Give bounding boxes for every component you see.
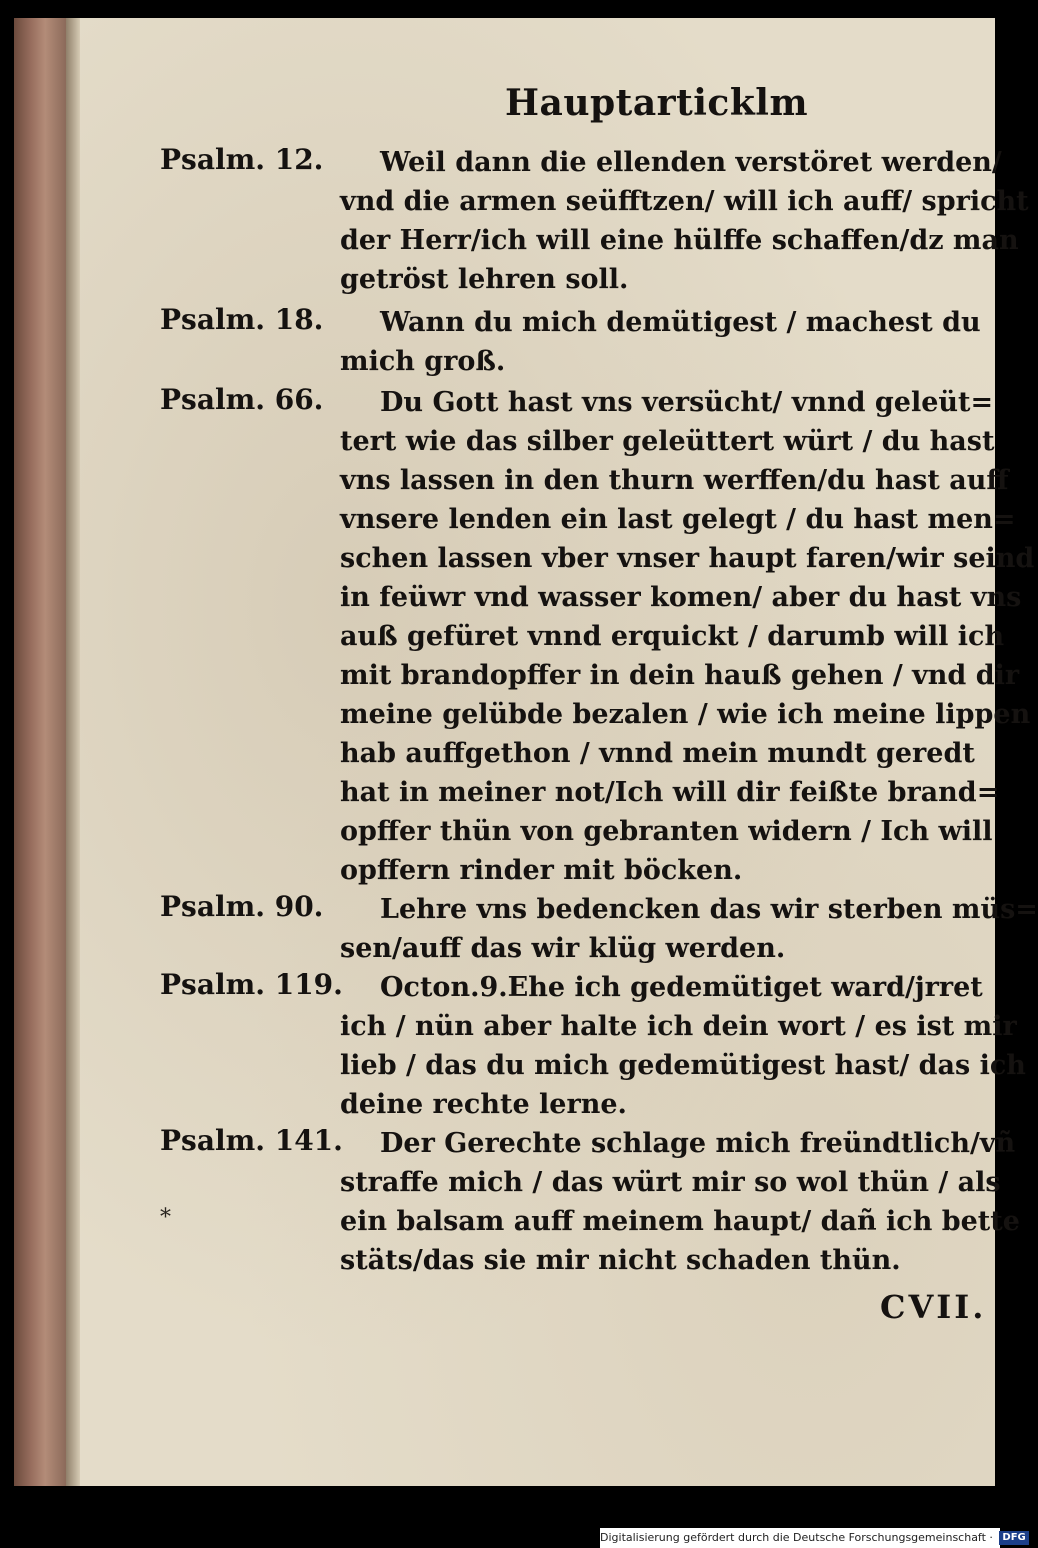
text-line: mit brandopffer in dein hauß gehen / vnd dir <box>340 660 1020 691</box>
text-line: Lehre vns bedencken das wir sterben müs= <box>380 894 1038 925</box>
text-line: deine rechte lerne. <box>340 1089 627 1120</box>
text-line: sen/auff das wir klüg werden. <box>340 933 786 964</box>
text-line: in feüwr vnd wasser komen/ aber du hast vns <box>340 582 1022 613</box>
psalm-text <box>340 890 1038 968</box>
text-line: getröst lehren soll. <box>340 264 629 295</box>
text-line: straffe mich / das würt mir so wol thün / als <box>340 1167 1001 1198</box>
text-line: lieb / das du mich gedemütigest hast/ das ich <box>340 1050 1026 1081</box>
text-line: Der Gerechte schlage mich freündtlich/vñ <box>380 1128 1016 1159</box>
text-line: opffer thün von gebranten widern / Ich will <box>340 816 993 847</box>
psalm-reference: Psalm. 119. <box>160 968 343 1001</box>
text-line: tert wie das silber geleüttert würt / du hast <box>340 426 995 457</box>
text-line: ein balsam auff meinem haupt/ dañ ich bette <box>340 1206 1020 1237</box>
text-line: stäts/das sie mir nicht schaden thün. <box>340 1245 901 1276</box>
psalm-reference: Psalm. 66. <box>160 383 324 416</box>
text-line: Weil dann die ellenden verstöret werden/ <box>380 147 1002 178</box>
psalm-reference: Psalm. 12. <box>160 143 324 176</box>
text-line: vns lassen in den thurn werffen/du hast auff <box>340 465 1009 496</box>
text-line: opffern rinder mit böcken. <box>340 855 743 886</box>
text-line: ich / nün aber halte ich dein wort / es ist mir <box>340 1011 1017 1042</box>
psalm-reference: Psalm. 18. <box>160 303 324 336</box>
psalm-reference: Psalm. 90. <box>160 890 324 923</box>
text-line: vnsere lenden ein last gelegt / du hast men= <box>340 504 1016 535</box>
text-line: auß gefüret vnnd erquickt / darumb will ich <box>340 621 1005 652</box>
psalm-text <box>340 1124 1020 1280</box>
marginal-mark: ⁎ <box>160 1198 171 1223</box>
text-line: hab auffgethon / vnnd mein mundt geredt <box>340 738 975 769</box>
text-line: Octon.9.Ehe ich gedemütiget ward/jrret <box>380 972 983 1003</box>
credit-text: Digitalisierung gefördert durch die Deutsche Forschungsgemeinschaft · <box>600 1531 993 1544</box>
running-head: Hauptarticklm <box>505 82 809 124</box>
folio-number: CVII. <box>880 1288 987 1326</box>
dfg-logo: DFG <box>999 1531 1028 1545</box>
text-line: mich groß. <box>340 346 506 377</box>
page-gutter <box>66 18 80 1486</box>
text-line: vnd die armen seüfftzen/ will ich auff/ spricht <box>340 186 1029 217</box>
psalm-text <box>340 143 1029 299</box>
psalm-reference: Psalm. 141. <box>160 1124 343 1157</box>
text-line: meine gelübde bezalen / wie ich meine lippen <box>340 699 1031 730</box>
book-edge <box>14 18 66 1486</box>
psalm-text <box>340 383 1035 890</box>
text-line: schen lassen vber vnser haupt faren/wir seind <box>340 543 1035 574</box>
text-line: Wann du mich demütigest / machest du <box>380 307 981 338</box>
digitization-credit <box>600 1528 1026 1548</box>
text-line: der Herr/ich will eine hülffe schaffen/dz man <box>340 225 1019 256</box>
psalm-text <box>340 303 990 381</box>
text-line: Du Gott hast vns versücht/ vnnd geleüt= <box>380 387 994 418</box>
text-line: hat in meiner not/Ich will dir feißte brand= <box>340 777 1000 808</box>
psalm-text <box>340 968 1026 1124</box>
